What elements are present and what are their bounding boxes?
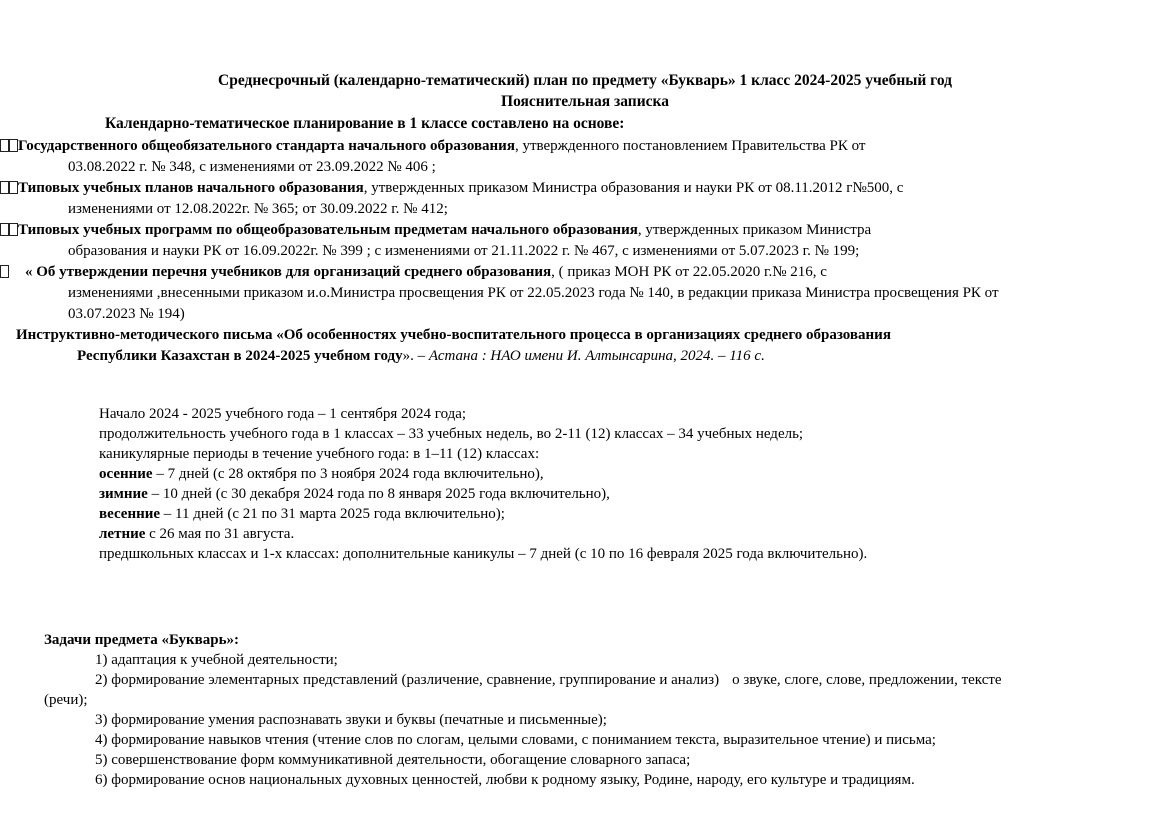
task-item: 1) адаптация к учебной деятельности; xyxy=(95,652,338,668)
vacation-name: весенние xyxy=(99,506,161,522)
basis-item xyxy=(0,178,1170,220)
basis-item-prefix: « xyxy=(25,264,37,280)
basis-item-line3: 03.07.2023 № 194) xyxy=(68,306,185,322)
basis-item-line2: изменениями от 12.08.2022г. № 365; от 30.09.2022 г. № 412; xyxy=(68,201,448,217)
extra-vacation-line: предшкольных классах и 1-х классах: дополнительные каникулы – 7 дней (с 10 по 16 февраля 2025 года включительно). xyxy=(99,546,868,562)
check-icon xyxy=(0,327,16,343)
title-block xyxy=(0,0,1170,112)
vacation-text: – 11 дней (с 21 по 31 марта 2025 года включительно); xyxy=(160,506,505,522)
vacation-text: – 10 дней (с 30 декабря 2024 года по 8 января 2025 года включительно), xyxy=(147,486,610,502)
basis-item-line2: изменениями ,внесенными приказом и.о.Министра просвещения РК от 22.05.2023 года № 140, в редакции приказа Министра просвещения РК от xyxy=(68,285,999,301)
tasks-heading: Задачи предмета «Букварь»: xyxy=(44,632,240,648)
basis-item-line2: образования и науки РК от 16.09.2022г. № 399 ; с изменениями от 21.11.2022 г. № 467, с изменениями от 5.07.2023 г. № 199; xyxy=(68,243,860,259)
vacation-row xyxy=(99,464,1170,484)
basis-item-line2 xyxy=(77,346,1110,367)
vacation-name: осенние xyxy=(99,466,153,482)
basis-item-text: , ( приказ МОН РК от 22.05.2020 г.№ 216, с xyxy=(551,264,827,280)
task-item-wrap: (речи); xyxy=(44,692,88,708)
basis-item-text: , утвержденных приказом Министра образования и науки РК от 08.11.2012 г№500, с xyxy=(363,180,904,196)
task-item: 6) формирование основ национальных духовных ценностей, любви к родному языку, Родине, народу, его культуре и традициям. xyxy=(95,772,915,788)
tofu-bullet-icon xyxy=(0,138,18,154)
page-title: Среднесрочный (календарно-тематический) план по предмету «Букварь» 1 класс 2024-2025 учебный год xyxy=(218,72,952,89)
basis-item-text: , утвержденного постановлением Правительства РК от xyxy=(514,138,866,154)
vacation-text: – 7 дней (с 28 октября по 3 ноября 2024 года включительно), xyxy=(152,466,544,482)
task-item-text: 2) формирование элементарных представлений (различение, сравнение, группирование и анализ) xyxy=(95,672,720,688)
basis-item-text: ». – xyxy=(402,348,429,364)
vacation-row xyxy=(99,504,1170,524)
basis-item-line2: 03.08.2022 г. № 348, с изменениями от 23.09.2022 № 406 ; xyxy=(68,159,436,175)
basis-item-italic: Астана : НАО имени И. Алтынсарина, 2024. – 116 с. xyxy=(428,348,765,364)
basis-item xyxy=(0,325,1170,367)
tofu-bullet-icon xyxy=(0,180,18,196)
tasks-block xyxy=(44,630,1170,790)
basis-item xyxy=(0,262,1170,325)
vacation-name: зимние xyxy=(99,486,148,502)
tofu-bullet-icon xyxy=(0,222,18,238)
basis-item-bold: Инструктивно-методического письма «Об особенностях учебно-воспитательного процесса в организациях среднего образования xyxy=(16,327,891,343)
task-item-tail: о звуке, слоге, слове, предложении, тексте xyxy=(732,672,1002,688)
basis-item-bold2: Республики Казахстан в 2024-2025 учебном году xyxy=(77,348,403,364)
school-year-dates-block xyxy=(99,404,1170,564)
basis-item-bold: Типовых учебных планов начального образования xyxy=(18,180,364,196)
basis-list xyxy=(0,136,1170,367)
vacation-text: с 26 мая по 31 августа. xyxy=(145,526,295,542)
basis-item xyxy=(0,136,1170,178)
basis-item-text: , утвержденных приказом Министра xyxy=(637,222,872,238)
vacation-row xyxy=(99,524,1170,544)
page-subtitle: Пояснительная записка xyxy=(501,93,669,110)
vacation-name: летние xyxy=(99,526,146,542)
intro-heading: Календарно-тематическое планирование в 1 классе составлено на основе: xyxy=(105,115,625,132)
tofu-bullet-icon xyxy=(0,264,25,280)
vacation-row xyxy=(99,484,1170,504)
basis-item xyxy=(0,220,1170,262)
task-item: 4) формирование навыков чтения (чтение слов по слогам, целыми словами, с пониманием текста, выразительное чтение) и письма; xyxy=(95,732,936,748)
task-item xyxy=(44,670,1170,710)
task-item: 5) совершенствование форм коммуникативной деятельности, обогащение словарного запаса; xyxy=(95,752,691,768)
basis-item-bold: Государственного общеобязательного стандарта начального образования xyxy=(18,138,515,154)
dates-line: продолжительность учебного года в 1 классах – 33 учебных недель, во 2-11 (12) классах – 34 учебных недель; xyxy=(99,426,804,442)
basis-item-bold: Типовых учебных программ по общеобразовательным предметам начального образования xyxy=(18,222,638,238)
basis-item-bold: Об утверждении перечня учебников для организаций среднего образования xyxy=(36,264,552,280)
task-item: 3) формирование умения распознавать звуки и буквы (печатные и письменные); xyxy=(95,712,607,728)
dates-line: Начало 2024 - 2025 учебного года – 1 сентября 2024 года; xyxy=(99,406,467,422)
dates-line: каникулярные периоды в течение учебного года: в 1–11 (12) классах: xyxy=(99,446,540,462)
